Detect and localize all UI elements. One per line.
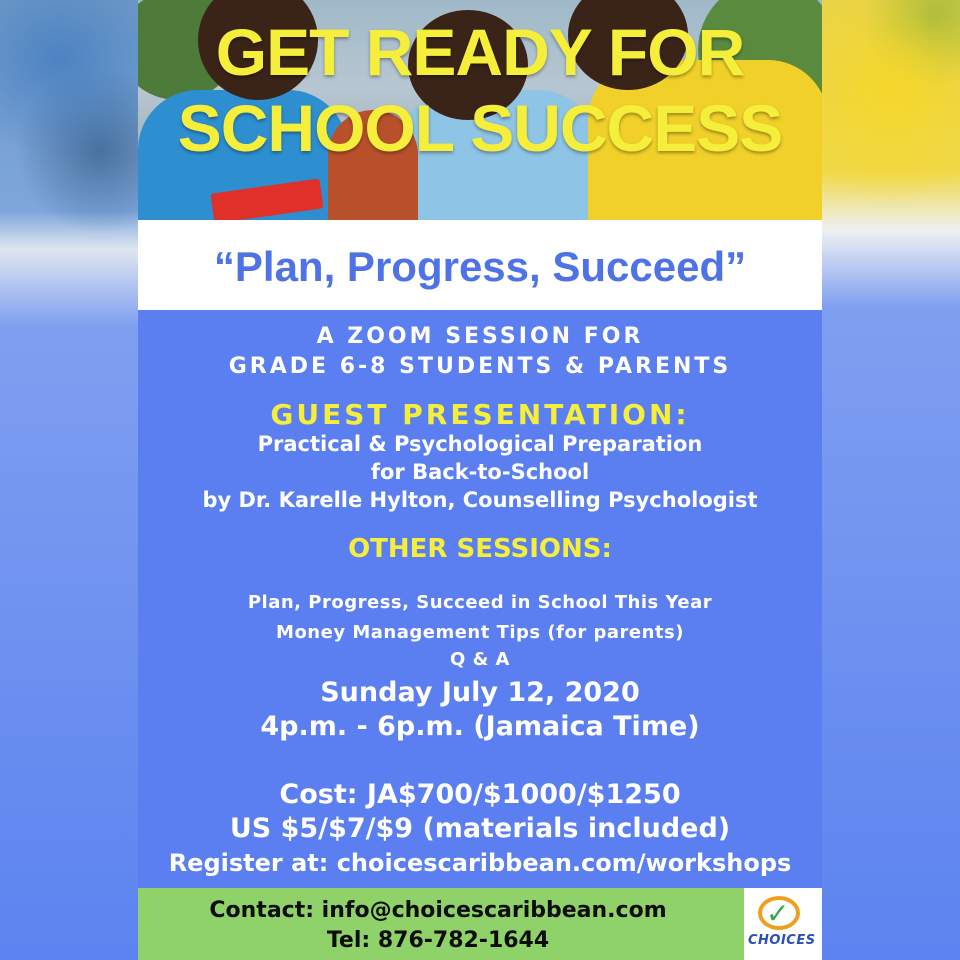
event-date-time [138, 676, 822, 744]
blurred-background-right [822, 0, 960, 960]
guest-line-1: Practical & Psychological Preparation [257, 432, 703, 456]
contact-info [138, 896, 738, 956]
register-link[interactable]: Register at: choicescaribbean.com/workshops [168, 849, 792, 877]
checkmark-icon: ✓ [766, 897, 790, 930]
zoom-line-2: GRADE 6-8 STUDENTS & PARENTS [228, 354, 732, 379]
guest-presentation-details [138, 430, 822, 514]
logo-wordmark: CHOICES [748, 933, 816, 948]
contact-email[interactable]: Contact: info@choicescaribbean.com [209, 898, 667, 923]
session-item-2: Money Management Tips (for parents) [276, 622, 684, 643]
cost-info [138, 778, 822, 846]
cost-line-1: Cost: JA$700/$1000/$1250 [279, 779, 681, 810]
headline-line-2: SCHOOL SUCCESS [177, 91, 783, 165]
headline [138, 14, 822, 166]
choices-logo [744, 888, 822, 960]
blurred-background-left [0, 0, 138, 960]
event-poster [138, 0, 822, 960]
session-item-1: Plan, Progress, Succeed in School This Year [247, 592, 713, 613]
headline-line-1: GET READY FOR [215, 15, 745, 89]
guest-line-2: for Back-to-School [370, 460, 590, 484]
zoom-line-1: A ZOOM SESSION FOR [316, 324, 644, 349]
other-sessions-title: OTHER SESSIONS: [348, 534, 612, 564]
guest-presentation-title: GUEST PRESENTATION: [270, 398, 690, 431]
contact-phone[interactable]: Tel: 876-782-1644 [326, 928, 550, 953]
tagline: “Plan, Progress, Succeed” [213, 243, 747, 290]
session-item-3: Q & A [450, 649, 510, 670]
zoom-session-info [138, 322, 822, 382]
event-time: 4p.m. - 6p.m. (Jamaica Time) [260, 711, 700, 742]
guest-line-3: by Dr. Karelle Hylton, Counselling Psychologist [202, 488, 758, 512]
event-date: Sunday July 12, 2020 [320, 677, 640, 708]
sessions-list [138, 588, 822, 672]
cost-line-2: US $5/$7/$9 (materials included) [229, 813, 731, 844]
